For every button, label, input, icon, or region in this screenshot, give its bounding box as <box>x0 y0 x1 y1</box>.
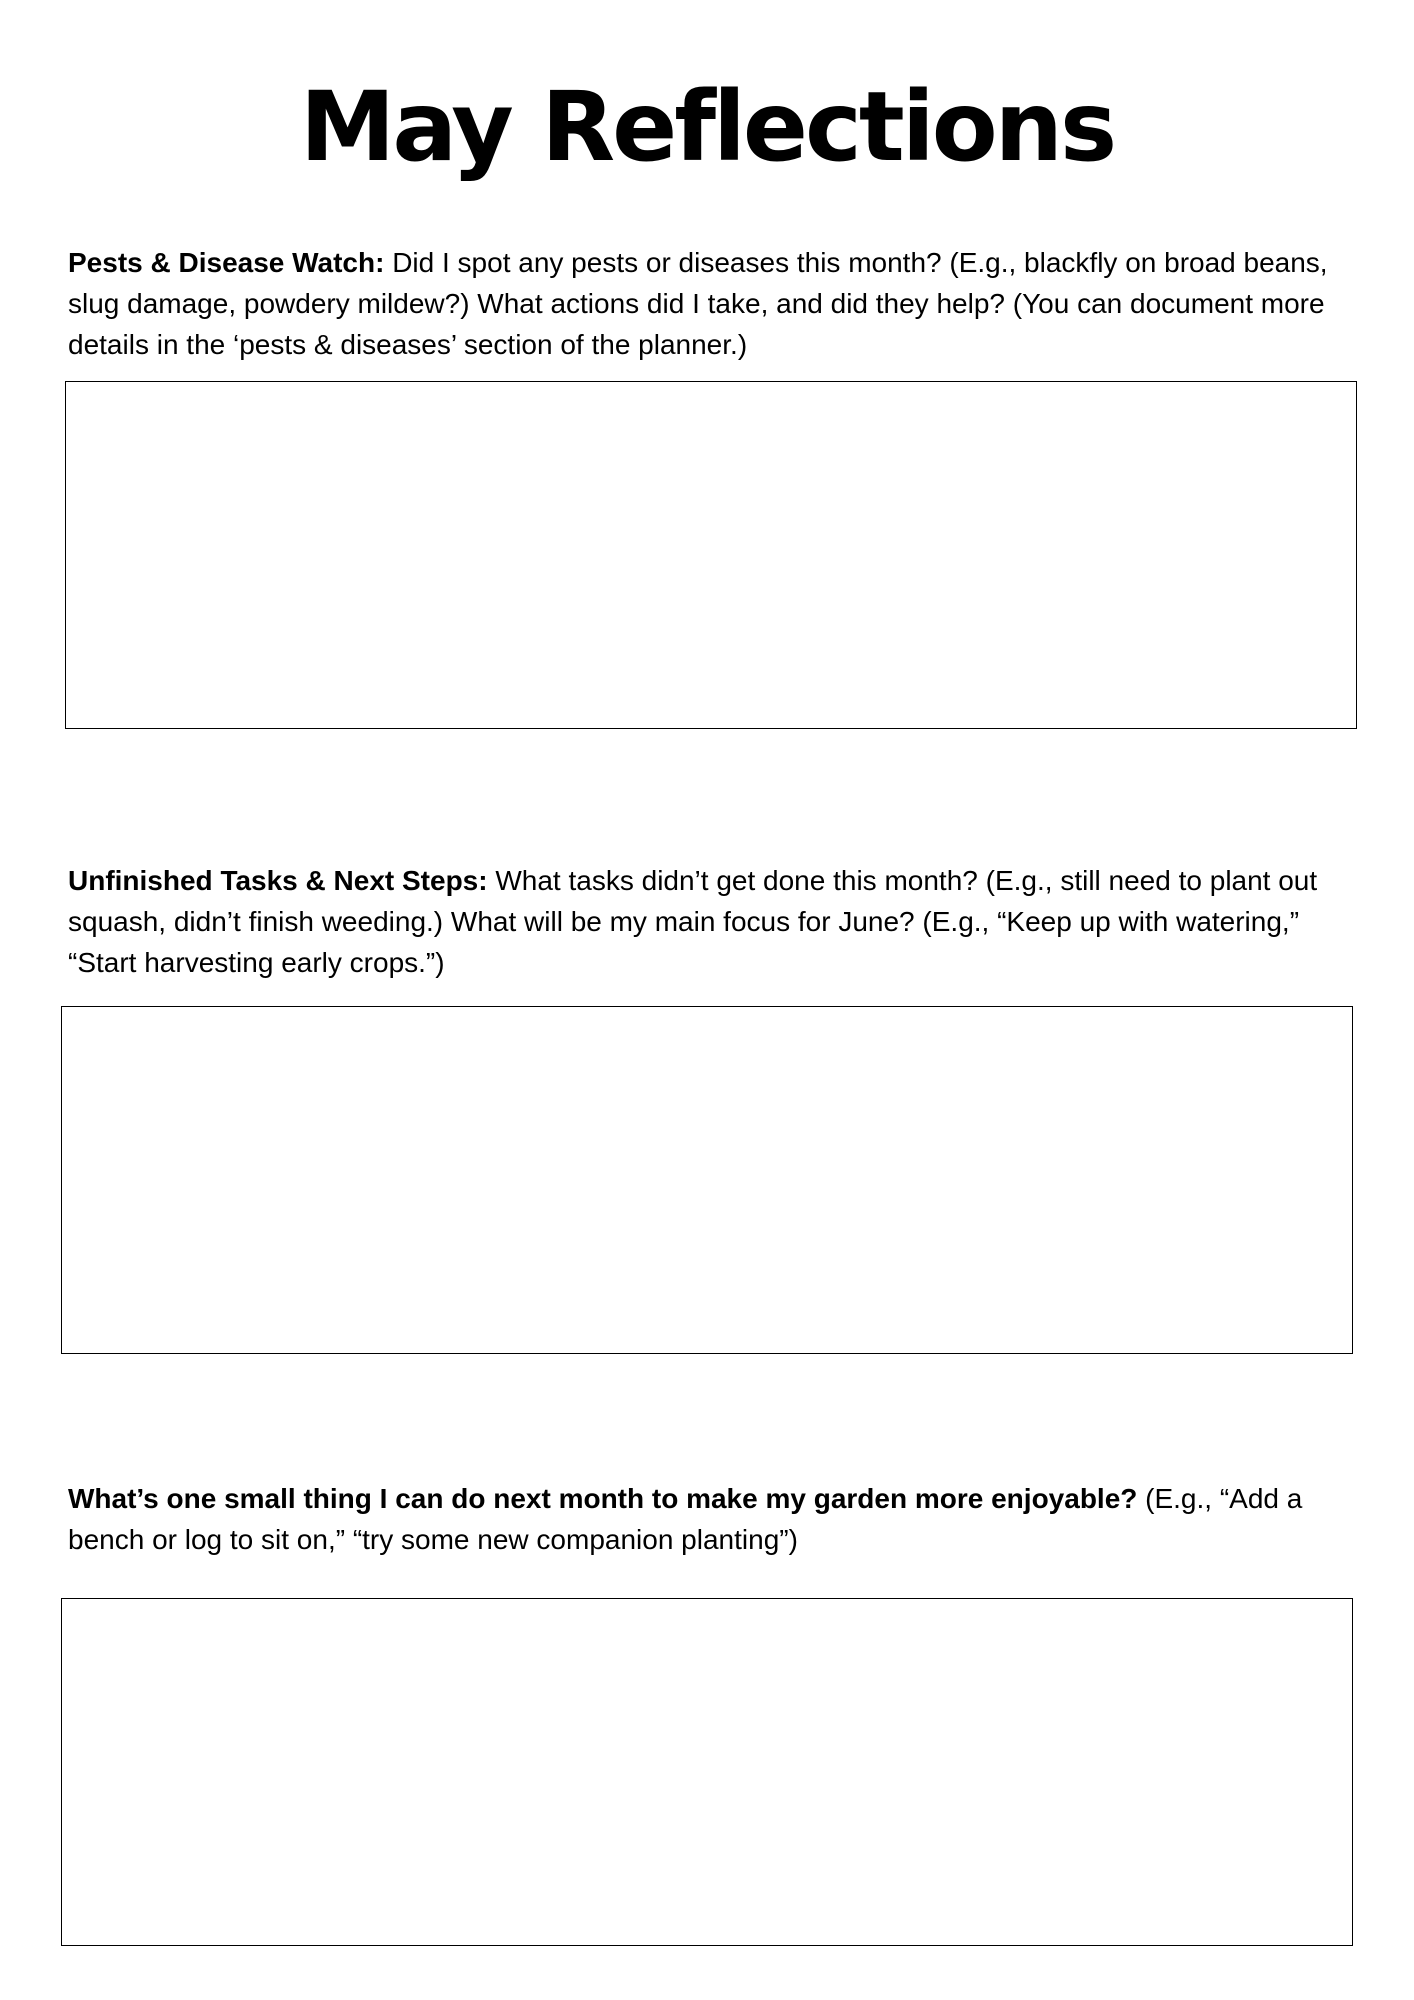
enjoyable-garden-heading: What’s one small thing I can do next month to make my garden more enjoyable? <box>68 1483 1138 1514</box>
unfinished-tasks-heading: Unfinished Tasks & Next Steps: <box>68 865 488 896</box>
enjoyable-garden-text: (E.g., “Add a bench or log to sit on,” “try some new companion planting”) <box>68 1483 1303 1555</box>
pests-disease-heading: Pests & Disease Watch: <box>68 247 385 278</box>
unfinished-tasks-prompt <box>68 860 1358 983</box>
unfinished-tasks-answer-box[interactable] <box>61 1006 1353 1354</box>
page-title: May Reflections <box>299 71 1115 183</box>
unfinished-tasks-text: What tasks didn’t get done this month? (E.g., still need to plant out squash, didn’t finish weeding.) What will be my main focus for June? (E.g., “Keep up with watering,” “Start harvesting early crops.”) <box>68 865 1318 978</box>
pests-disease-answer-box[interactable] <box>65 381 1357 729</box>
enjoyable-garden-prompt <box>68 1478 1358 1560</box>
pests-disease-prompt <box>68 242 1358 365</box>
pests-disease-text: Did I spot any pests or diseases this month? (E.g., blackfly on broad beans, slug damage, powdery mildew?) What actions did I take, and did they help? (You can document more details in the ‘pests & diseases’ section of the planner.) <box>68 247 1328 360</box>
enjoyable-garden-answer-box[interactable] <box>61 1598 1353 1946</box>
